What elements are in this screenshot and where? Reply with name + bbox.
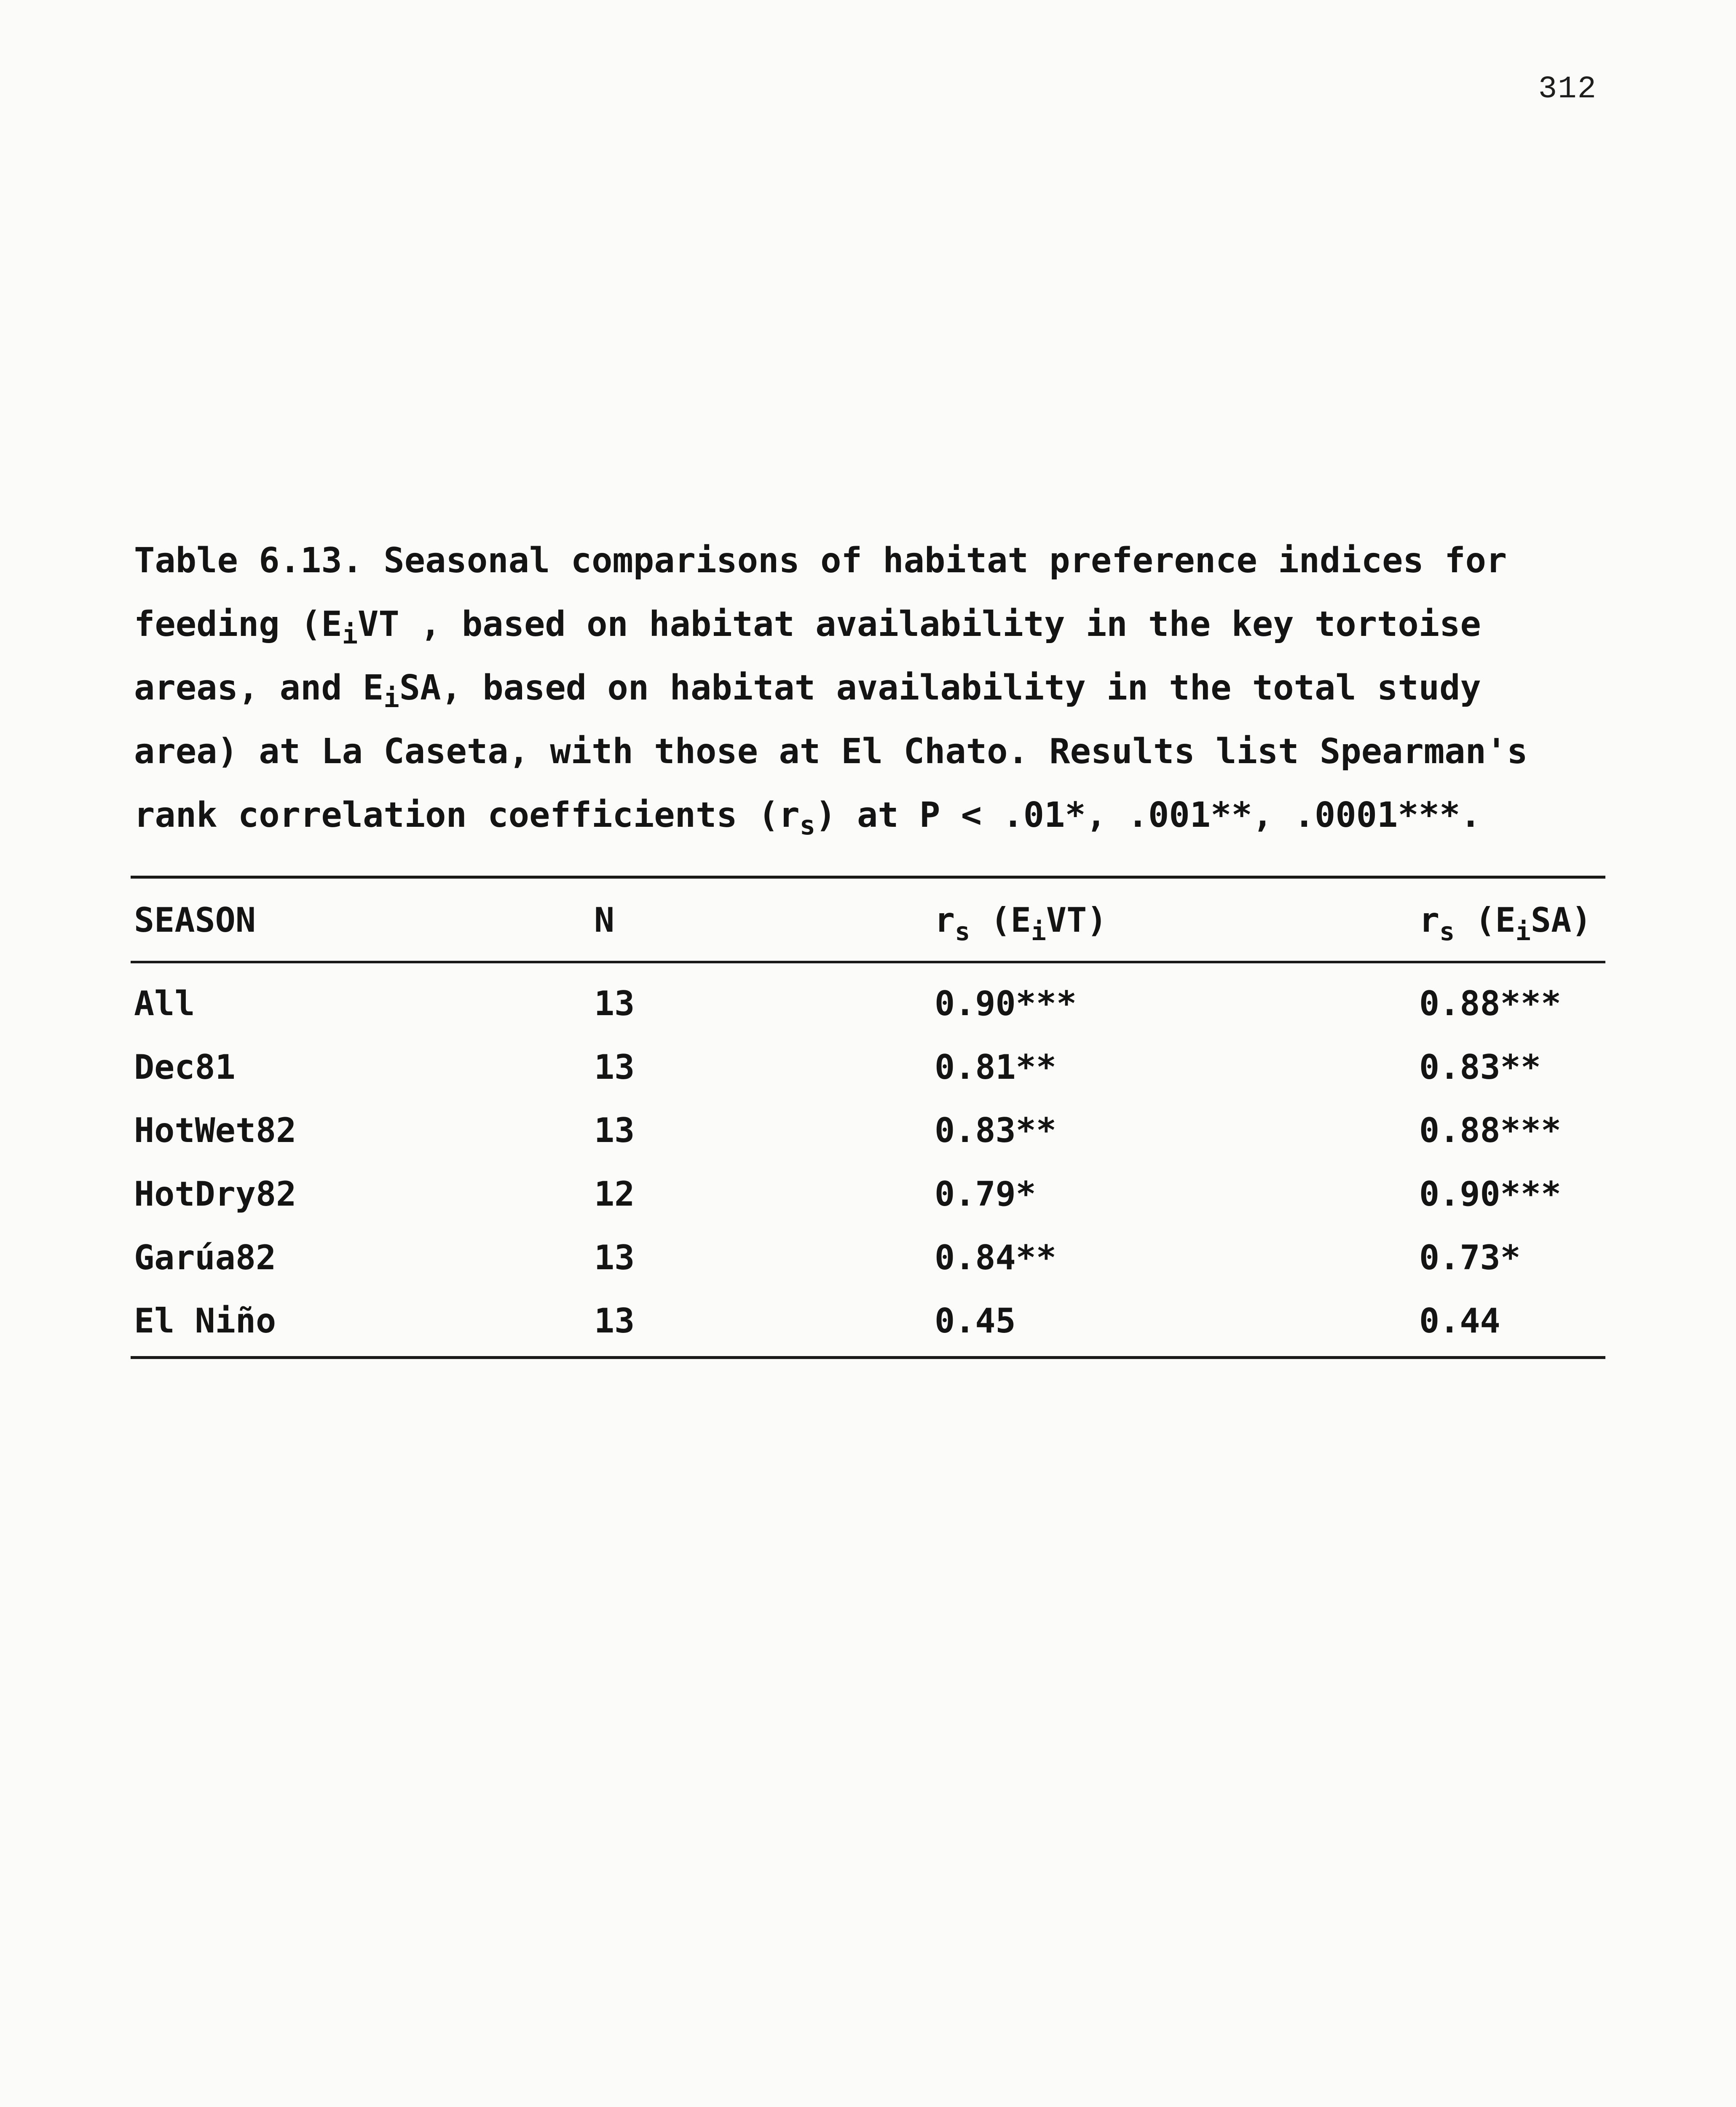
table-row <box>134 1301 1609 1343</box>
caption-text: rank correlation coefficients (r <box>134 795 800 835</box>
cell-n: 13 <box>594 1238 635 1277</box>
cell-season: Dec81 <box>134 1048 236 1087</box>
cell-n: 13 <box>594 1301 635 1340</box>
header-e: (E <box>1455 901 1516 940</box>
cell-rs-evt: 0.81** <box>935 1048 1056 1087</box>
page-number: 312 <box>1538 72 1597 107</box>
table-row <box>134 1174 1609 1217</box>
cell-rs-evt: 0.45 <box>935 1301 1016 1340</box>
caption-line <box>134 783 1609 847</box>
header-rs-evt <box>935 901 1107 946</box>
caption-subscript: i <box>383 683 399 713</box>
header-n: N <box>594 901 615 940</box>
header-r: r <box>935 901 955 940</box>
header-r-subscript: s <box>955 917 970 946</box>
header-vt: VT) <box>1046 901 1107 940</box>
caption-line <box>134 656 1609 720</box>
caption-text: VT , based on habitat availability in the key tortoise <box>358 604 1481 644</box>
caption-text: areas, and E <box>134 668 384 708</box>
cell-season: Garúa82 <box>134 1238 276 1277</box>
cell-rs-esa: 0.83** <box>1419 1048 1541 1087</box>
cell-season: All <box>134 984 195 1023</box>
header-sa: SA) <box>1530 901 1592 940</box>
cell-rs-evt: 0.79* <box>935 1174 1036 1214</box>
header-season: SEASON <box>134 901 256 940</box>
cell-rs-esa: 0.44 <box>1419 1301 1500 1340</box>
caption-subscript: i <box>342 619 358 650</box>
cell-rs-evt: 0.84** <box>935 1238 1056 1277</box>
cell-rs-esa: 0.73* <box>1419 1238 1521 1277</box>
header-e-subscript: i <box>1515 917 1531 946</box>
cell-rs-esa: 0.90*** <box>1419 1174 1562 1214</box>
table-row <box>134 1111 1609 1153</box>
table-header-row <box>134 901 1609 946</box>
table-bottom-rule <box>131 1356 1605 1359</box>
caption-line <box>134 529 1609 592</box>
cell-season: El Niño <box>134 1301 276 1340</box>
table-caption <box>134 529 1609 847</box>
cell-n: 13 <box>594 984 635 1023</box>
caption-line <box>134 592 1609 656</box>
table-row <box>134 1048 1609 1090</box>
cell-rs-esa: 0.88*** <box>1419 1111 1562 1150</box>
cell-rs-evt: 0.83** <box>935 1111 1056 1150</box>
caption-text: ) at P < .01*, .001**, .0001***. <box>815 795 1481 835</box>
header-e-subscript: i <box>1031 917 1046 946</box>
table-header-rule <box>131 961 1605 963</box>
header-r: r <box>1419 901 1440 940</box>
header-e: (E <box>970 901 1031 940</box>
cell-rs-evt: 0.90*** <box>935 984 1077 1023</box>
cell-season: HotWet82 <box>134 1111 297 1150</box>
table-row <box>134 1238 1609 1280</box>
caption-text: feeding (E <box>134 604 342 644</box>
cell-n: 13 <box>594 1111 635 1150</box>
caption-subscript: s <box>799 810 816 841</box>
cell-rs-esa: 0.88*** <box>1419 984 1562 1023</box>
cell-n: 12 <box>594 1174 635 1214</box>
table-top-rule <box>131 876 1605 879</box>
header-r-subscript: s <box>1439 917 1455 946</box>
table-row <box>134 984 1609 1026</box>
caption-text: SA, based on habitat availability in the total study <box>399 668 1481 708</box>
cell-n: 13 <box>594 1048 635 1087</box>
caption-text: area) at La Caseta, with those at El Chato. Results list Spearman's <box>134 732 1528 772</box>
header-rs-esa <box>1419 901 1592 946</box>
caption-line <box>134 720 1609 783</box>
caption-text: Table 6.13. Seasonal comparisons of habitat preference indices for <box>134 541 1507 581</box>
cell-season: HotDry82 <box>134 1174 297 1214</box>
